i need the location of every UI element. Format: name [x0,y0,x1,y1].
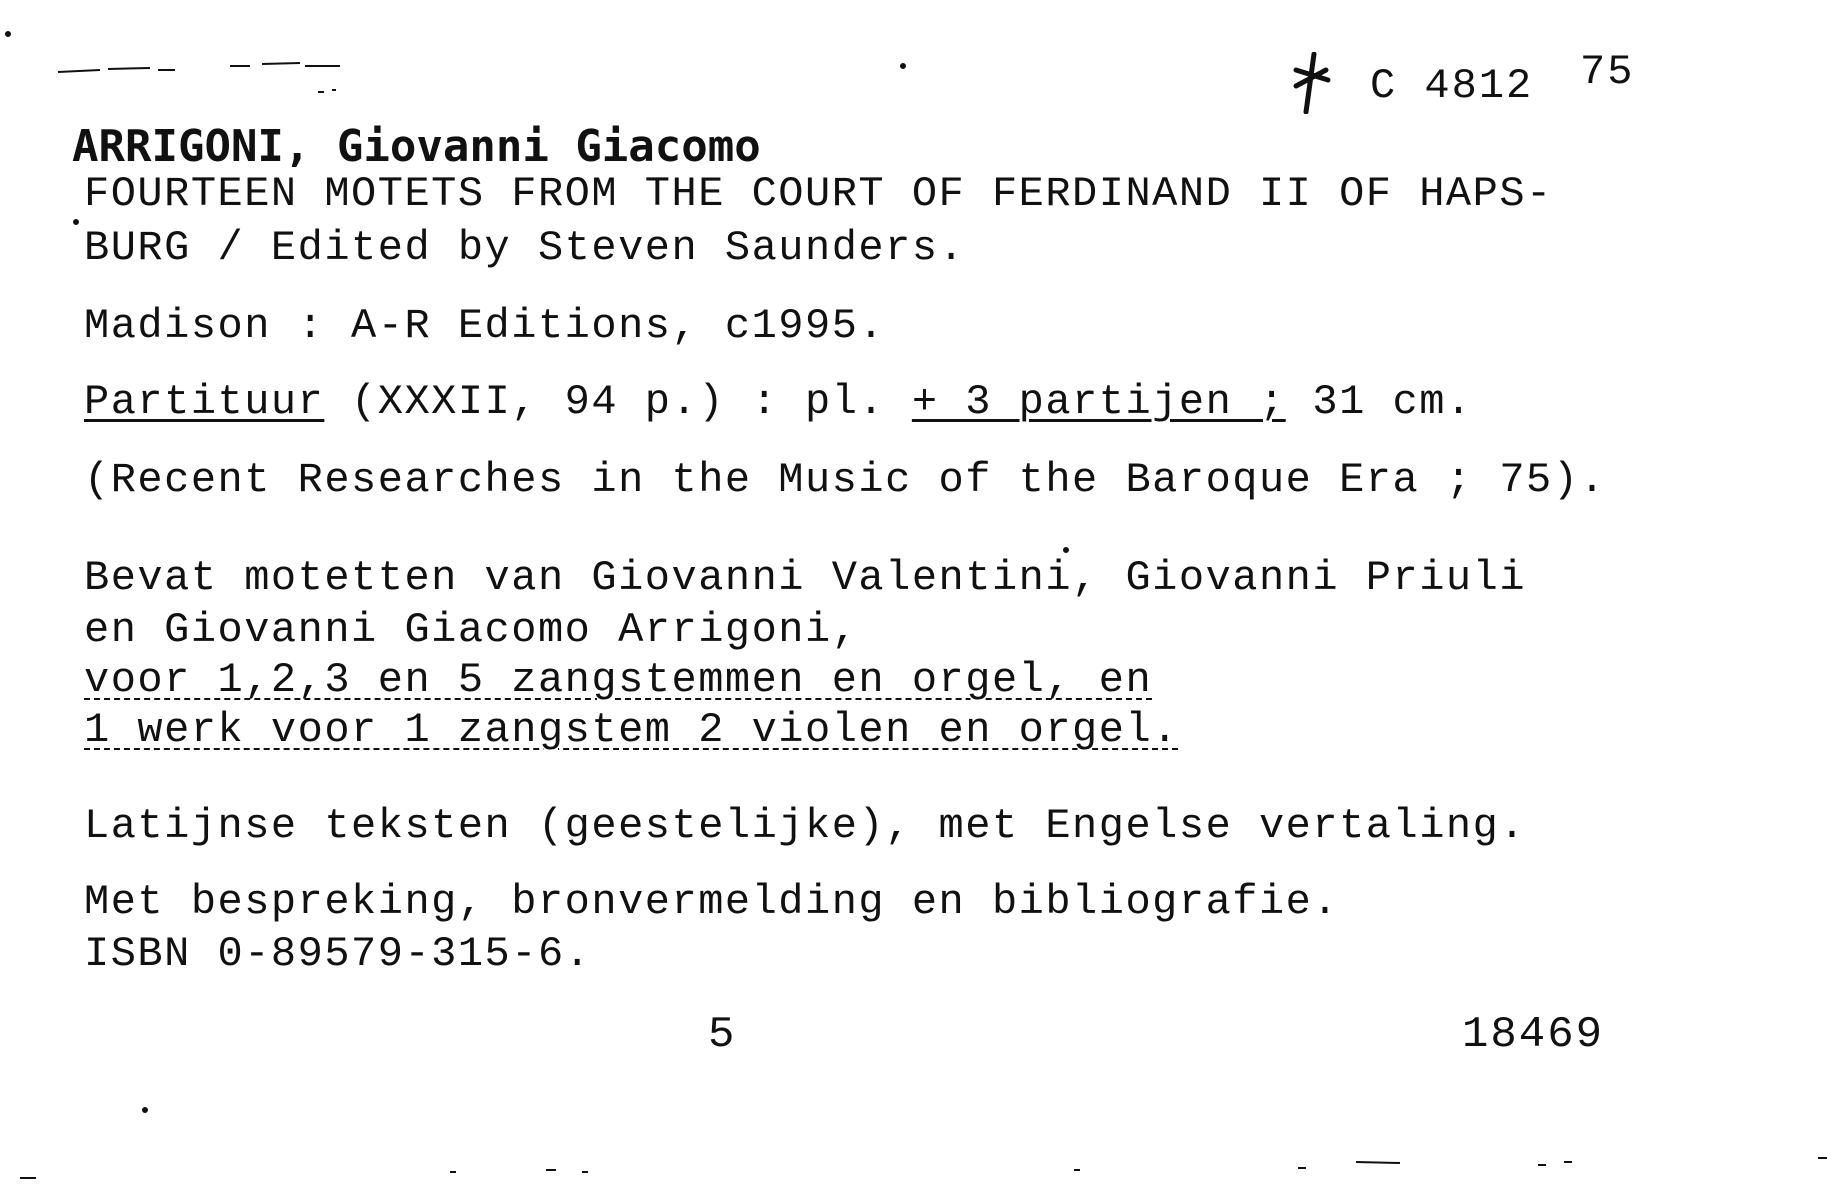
title-line-2: BURG / Edited by Steven Saunders. [84,224,966,272]
call-number-suffix: 75 [1580,48,1635,96]
physical-partituur: Partituur [84,378,325,426]
imprint: Madison : A-R Editions, c1995. [84,302,886,350]
author-heading: ARRIGONI, Giovanni Giacomo [72,121,761,172]
physical-size: 31 cm. [1285,378,1473,426]
physical-partijen: + 3 partijen ; [911,378,1286,426]
series-statement: (Recent Researches in the Music of the Baroque Era ; 75). [84,456,1607,504]
contents-note-line-3-text: voor 1,2,3 en 5 zangstemmen en orgel, en [84,656,1153,704]
physical-description [84,378,1473,426]
asterisk-mark-icon [1292,52,1332,114]
footer-right-number: 18469 [1462,1010,1605,1060]
contents-note-line-3 [84,656,1152,704]
contents-note-line-4-text: 1 werk voor 1 zangstem 2 violen en orgel. [84,706,1179,754]
contents-note-line-2: en Giovanni Giacomo Arrigoni, [84,606,859,654]
physical-extent: (XXXII, 94 p.) : pl. [324,378,912,426]
footer-left-number: 5 [708,1010,737,1060]
contents-note-line-1: Bevat motetten van Giovanni Valentini, Giovanni Priuli [84,554,1527,602]
title-line-1: FOURTEEN MOTETS FROM THE COURT OF FERDINAND II OF HAPS- [84,170,1553,218]
isbn: ISBN 0-89579-315-6. [84,930,592,978]
language-note: Latijnse teksten (geestelijke), met Engelse vertaling. [84,802,1527,850]
contents-note-line-4 [84,706,1179,754]
call-number: C 4812 [1370,62,1534,110]
bibliography-note: Met bespreking, bronvermelding en bibliografie. [84,878,1340,926]
